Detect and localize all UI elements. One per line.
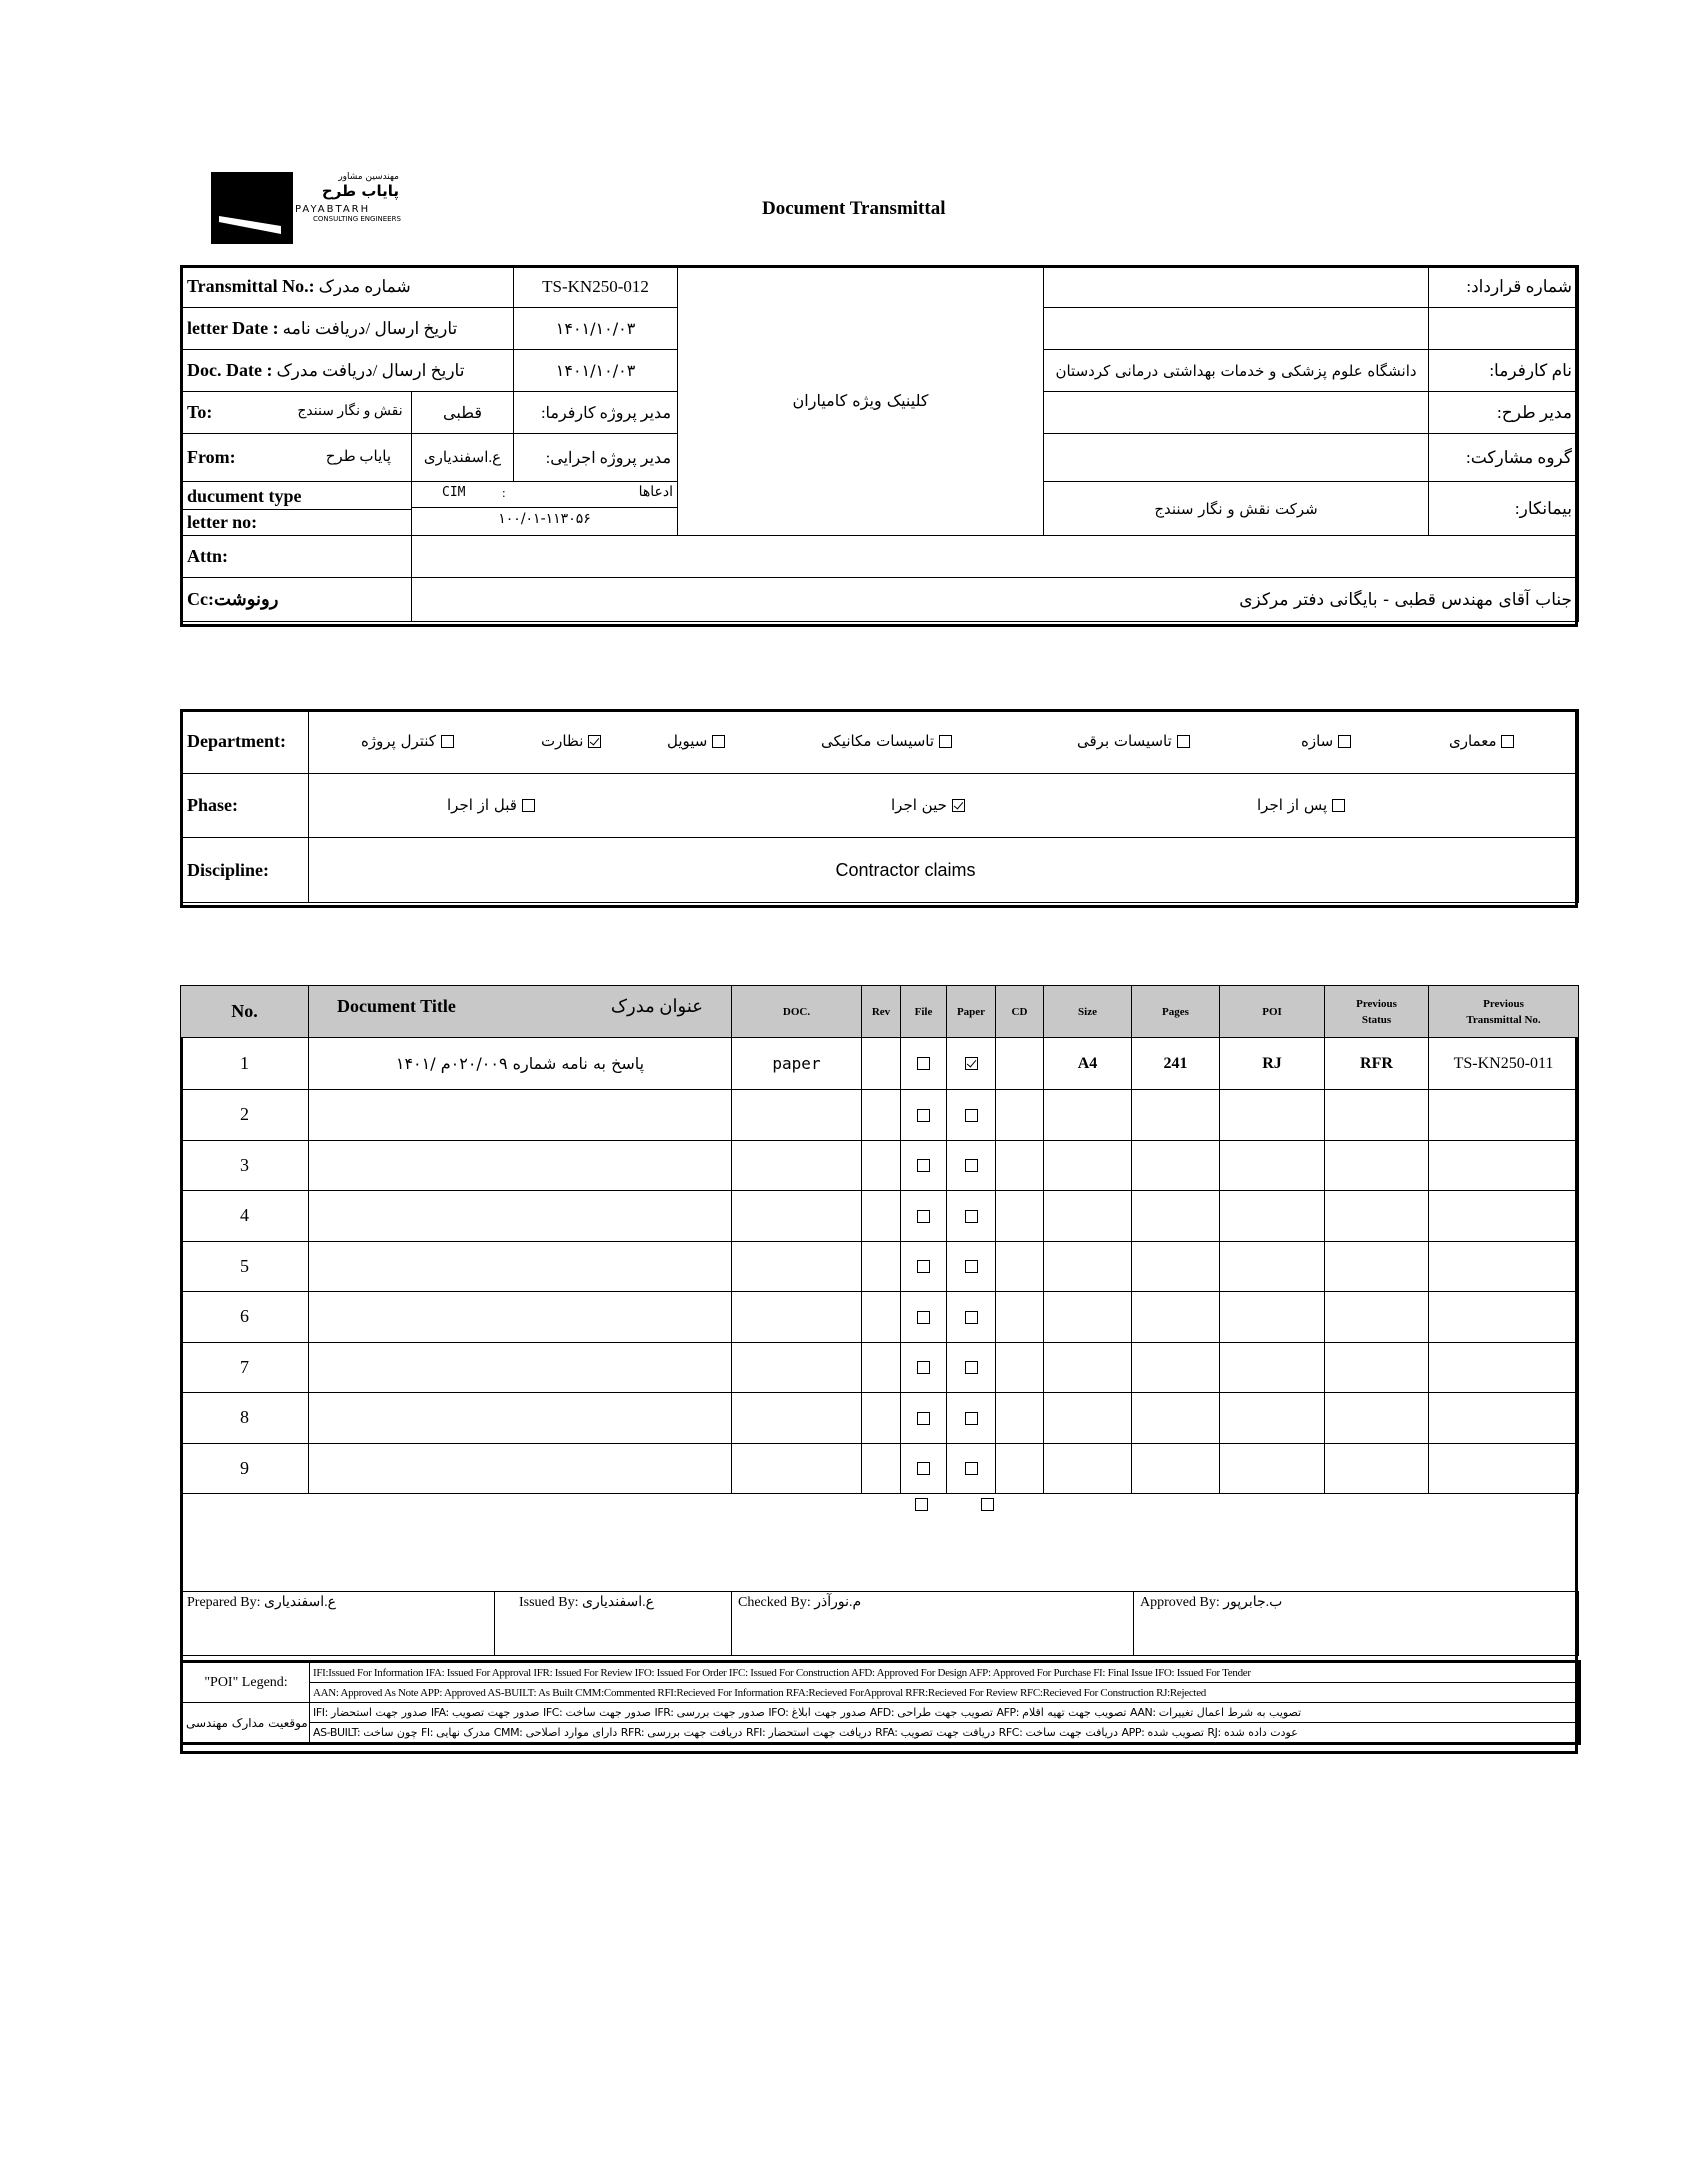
paper-checkbox[interactable] [965,1311,978,1324]
cell-no: 4 [181,1191,309,1242]
cell-cd [996,1038,1044,1090]
to-label: To: [187,402,213,422]
contractor-label: بیمانکار: [1429,482,1579,536]
paper-checkbox[interactable] [965,1260,978,1273]
signature-table [180,1591,1579,1656]
cell-cd [996,1090,1044,1141]
poi-legend-line2: AAN: Approved As Note APP: Approved AS-BUILT: As Built CMM:Commented RFI:Recieved For Information RFA:Recieved ForApproval RFR:Recieved For Review RFC:Recieved For Construction RJ:Rejected [310,1683,1580,1703]
status-legend-label: موقعیت مدارک مهندسی [182,1703,310,1744]
document-row [181,1140,1579,1191]
cell-poi [1220,1241,1325,1292]
approved-by: Approved By: ب.جابرپور [1134,1592,1579,1656]
cell-size [1044,1443,1132,1494]
cell-size [1044,1393,1132,1444]
cell-cd [996,1191,1044,1242]
dept-item-structure[interactable]: سازه [1301,732,1351,750]
cell-title [309,1292,732,1343]
dept-item-architecture[interactable]: معماری [1449,732,1514,750]
col-prev-transmittal: Previous Transmittal No. [1429,986,1579,1038]
cell-prev-status [1325,1241,1429,1292]
dept-checkbox-1[interactable] [588,735,601,748]
cell-doc [732,1241,862,1292]
cell-pages [1132,1191,1220,1242]
paper-checkbox[interactable] [965,1210,978,1223]
cell-pages [1132,1292,1220,1343]
cell-paper[interactable] [947,1241,996,1292]
doc-date: ۱۴۰۱/۱۰/۰۳ [514,350,678,392]
doc-date-label-fa: تاریخ ارسال /دریافت مدرک [276,361,465,380]
cell-cd [996,1292,1044,1343]
cell-rev [862,1393,901,1444]
cell-prev-status [1325,1443,1429,1494]
cell-file[interactable] [901,1342,947,1393]
cell-cd [996,1443,1044,1494]
cell-rev [862,1140,901,1191]
cell-poi [1220,1292,1325,1343]
document-row [181,1292,1579,1343]
cell-file[interactable] [901,1393,947,1444]
file-checkbox[interactable] [917,1361,930,1374]
dept-item-civil[interactable]: سیویل [667,732,725,750]
col-pages: Pages [1132,986,1220,1038]
client-label: نام کارفرما: [1429,350,1579,392]
cell-prev-trans [1429,1342,1579,1393]
prepared-by: Prepared By: ع.اسفندیاری [181,1592,495,1656]
extra-blank-area [180,1493,1578,1591]
cc-value: جناب آقای مهندس قطبی - بایگانی دفتر مرکزی [412,578,1579,622]
cell-rev [862,1292,901,1343]
phase-item-after[interactable]: پس از اجرا [1257,796,1345,814]
documents-header-row [181,986,1579,1038]
cell-title [309,1443,732,1494]
cell-file[interactable] [901,1191,947,1242]
cell-title [309,1393,732,1444]
document-row [181,1191,1579,1242]
cell-title [309,1342,732,1393]
cell-rev [862,1191,901,1242]
dept-item-project-control[interactable]: کنترل پروژه [361,732,454,750]
cell-poi [1220,1140,1325,1191]
phase-label: Phase: [181,774,309,838]
issued-by: Issued By: ع.اسفندیاری [495,1592,732,1656]
cell-prev-status [1325,1393,1429,1444]
dept-checkbox-6[interactable] [1501,735,1514,748]
to-person: قطبی [412,392,514,434]
cell-paper[interactable] [947,1038,996,1090]
cell-rev [862,1090,901,1141]
document-row [181,1443,1579,1494]
checked-by: Checked By: م.نورآذر [732,1592,1134,1656]
cell-rev [862,1038,901,1090]
file-checkbox[interactable] [917,1057,930,1070]
file-checkbox[interactable] [917,1109,930,1122]
logo-en-sub: CONSULTING ENGINEERS [313,215,401,223]
cell-poi [1220,1342,1325,1393]
cell-no: 1 [181,1038,309,1090]
col-file: File [901,986,947,1038]
cell-prev-trans: TS-KN250-011 [1429,1038,1579,1090]
cell-size [1044,1140,1132,1191]
cell-doc [732,1292,862,1343]
file-checkbox[interactable] [917,1462,930,1475]
dept-checkbox-0[interactable] [441,735,454,748]
cell-paper[interactable] [947,1342,996,1393]
doctype-label: ducument type [187,486,302,506]
cell-pages: 241 [1132,1038,1220,1090]
extra-paper-checkbox[interactable] [981,1498,994,1511]
discipline-label: Discipline: [181,838,309,903]
cell-cd [996,1241,1044,1292]
header-table [180,265,1579,622]
cell-paper[interactable] [947,1090,996,1141]
from-role: مدیر پروژه اجرایی: [514,434,678,482]
doctype-code: CIM [442,485,466,500]
logo-en-name: PAYABTARH [295,204,371,215]
from-person: ع.اسفندیاری [412,434,514,482]
document-row [181,1090,1579,1141]
partner-value [1044,434,1429,482]
cell-prev-status [1325,1342,1429,1393]
phase-item-during[interactable]: حین اجرا [891,796,965,814]
cc-label: Cc:رونوشت [181,578,412,622]
cell-file[interactable] [901,1140,947,1191]
cell-prev-status [1325,1090,1429,1141]
col-prev-status: Previous Status [1325,986,1429,1038]
paper-checkbox[interactable] [965,1057,978,1070]
cell-prev-trans [1429,1191,1579,1242]
cell-size [1044,1292,1132,1343]
cell-file[interactable] [901,1241,947,1292]
document-row [181,1038,1579,1090]
cell-paper[interactable] [947,1140,996,1191]
cell-doc: paper [732,1038,862,1090]
cell-doc [732,1393,862,1444]
cell-prev-trans [1429,1241,1579,1292]
logo-fa-top: مهندسین مشاور [338,172,399,182]
col-rev: Rev [862,986,901,1038]
file-checkbox[interactable] [917,1311,930,1324]
cell-no: 3 [181,1140,309,1191]
from-label: From: [187,447,236,467]
transmittal-no: TS-KN250-012 [514,266,678,308]
cell-rev [862,1241,901,1292]
status-legend-line1: IFI: صدور جهت استحضار IFA: صدور جهت تصویب IFC: صدور جهت ساخت IFR: صدور جهت بررسی IFO: صدور جهت ابلاغ AFD: تصویب جهت طراحی AFP: تصویب جهت تهیه اقلام AAN: تصویب به شرط اعمال تغییرات [310,1703,1580,1723]
cell-file[interactable] [901,1443,947,1494]
cell-no: 7 [181,1342,309,1393]
doctype-fa: ادعاها [638,485,674,500]
cell-prev-status [1325,1191,1429,1242]
dept-checkbox-5[interactable] [1338,735,1351,748]
cell-file[interactable] [901,1090,947,1141]
contractor-value: شرکت نقش و نگار سنندج [1044,482,1429,536]
cell-prev-trans [1429,1292,1579,1343]
cell-size: A4 [1044,1038,1132,1090]
letter-no: ۱۰۰/۰۱-۱۱۳۰۵۶ [498,511,591,527]
dept-item-electrical[interactable]: تاسیسات برقی [1077,732,1190,750]
cell-paper[interactable] [947,1292,996,1343]
cell-size [1044,1342,1132,1393]
cell-doc [732,1090,862,1141]
cell-pages [1132,1241,1220,1292]
dept-checkbox-3[interactable] [939,735,952,748]
col-doc: DOC. [732,986,862,1038]
file-checkbox[interactable] [917,1159,930,1172]
manager-label: مدیر طرح: [1429,392,1579,434]
cell-no: 6 [181,1292,309,1343]
contract-label: شماره قرارداد: [1429,266,1579,308]
cell-prev-status: RFR [1325,1038,1429,1090]
documents-table [180,985,1579,1494]
paper-checkbox[interactable] [965,1109,978,1122]
cell-prev-trans [1429,1140,1579,1191]
client-value: دانشگاه علوم پزشکی و خدمات بهداشتی درمانی کردستان [1044,350,1429,392]
extra-file-checkbox[interactable] [915,1498,928,1511]
letter-date-label: letter Date : [187,318,279,338]
cell-poi [1220,1393,1325,1444]
cell-pages [1132,1393,1220,1444]
paper-checkbox[interactable] [965,1361,978,1374]
cell-prev-trans [1429,1090,1579,1141]
transmittal-label-fa: شماره مدرک [318,277,411,296]
partner-label: گروه مشارکت: [1429,434,1579,482]
cell-prev-trans [1429,1393,1579,1444]
cell-pages [1132,1140,1220,1191]
cell-no: 8 [181,1393,309,1444]
cell-rev [862,1443,901,1494]
dept-item-supervision[interactable]: نظارت [541,732,601,750]
cell-prev-status [1325,1292,1429,1343]
cell-paper[interactable] [947,1191,996,1242]
col-paper: Paper [947,986,996,1038]
document-row [181,1342,1579,1393]
cell-paper[interactable] [947,1443,996,1494]
from-value: پایاب طرح [325,449,391,465]
cell-title [309,1090,732,1141]
cell-title: پاسخ به نامه شماره ۰۲۰/۰۰۹م /۱۴۰۱ [309,1038,732,1090]
cell-no: 9 [181,1443,309,1494]
cell-size [1044,1241,1132,1292]
attn-value [412,536,1579,578]
page-title: Document Transmittal [762,198,946,219]
cell-no: 5 [181,1241,309,1292]
cell-prev-status [1325,1140,1429,1191]
dept-checkbox-2[interactable] [712,735,725,748]
logo-mark-icon [211,172,293,244]
cell-rev [862,1342,901,1393]
cell-cd [996,1393,1044,1444]
cell-doc [732,1140,862,1191]
cell-poi [1220,1090,1325,1141]
cell-no: 2 [181,1090,309,1141]
poi-legend-line1: IFI:Issued For Information IFA: Issued For Approval IFR: Issued For Review IFO: Issued For Order IFC: Issued For Construction AFD: Approved For Design AFP: Approved For Purchase FI: Final Issue IFO: Issued For Tender [310,1662,1580,1683]
cell-title [309,1241,732,1292]
col-poi: POI [1220,986,1325,1038]
document-row [181,1241,1579,1292]
logo-fa-name: پایاب طرح [321,182,399,200]
status-legend-line2: AS-BUILT: چون ساخت FI: مدرک نهایی CMM: دارای موارد اصلاحی RFR: دریافت جهت بررسی RFI: دریافت جهت استحضار RFA: دریافت جهت تصویب RFC: دریافت جهت ساخت APP: تصویب شده RJ: عودت داده شده [310,1723,1580,1744]
col-title-en: Document Title [337,996,456,1016]
cell-file[interactable] [901,1292,947,1343]
transmittal-label: Transmittal No.: [187,276,315,296]
discipline-value: Contractor claims [309,838,1579,903]
letter-date-label-fa: تاریخ ارسال /دریافت نامه [282,319,458,338]
department-label: Department: [181,710,309,774]
cell-prev-trans [1429,1443,1579,1494]
project-name: کلینیک ویژه کامیاران [678,266,1044,536]
attn-label: Attn: [181,536,412,578]
col-cd: CD [996,986,1044,1038]
paper-checkbox[interactable] [965,1412,978,1425]
letterno-label: letter no: [181,509,411,535]
cell-file[interactable] [901,1038,947,1090]
cell-paper[interactable] [947,1393,996,1444]
letter-date: ۱۴۰۱/۱۰/۰۳ [514,308,678,350]
cell-pages [1132,1443,1220,1494]
dept-item-mechanical[interactable]: تاسیسات مکانیکی [821,732,952,750]
doctype-sep: : [502,485,506,500]
doc-date-label: Doc. Date : [187,360,273,380]
phase-checkbox-1[interactable] [952,799,965,812]
cell-poi [1220,1443,1325,1494]
phase-checkbox-2[interactable] [1332,799,1345,812]
legend-table [180,1660,1581,1745]
cell-title [309,1140,732,1191]
document-row [181,1393,1579,1444]
col-title-fa: عنوان مدرک [610,996,703,1016]
col-size: Size [1044,986,1132,1038]
to-role: مدیر پروژه کارفرما: [514,392,678,434]
paper-checkbox[interactable] [965,1462,978,1475]
file-checkbox[interactable] [917,1412,930,1425]
phase-item-before[interactable]: قبل از اجرا [447,796,535,814]
cell-pages [1132,1090,1220,1141]
file-checkbox[interactable] [917,1210,930,1223]
classification-table [180,709,1579,903]
paper-checkbox[interactable] [965,1159,978,1172]
cell-poi: RJ [1220,1038,1325,1090]
manager-value [1044,392,1429,434]
cell-cd [996,1140,1044,1191]
cell-doc [732,1342,862,1393]
cell-size [1044,1191,1132,1242]
poi-legend-label: "POI" Legend: [182,1662,310,1703]
file-checkbox[interactable] [917,1260,930,1273]
col-no: No. [181,986,309,1038]
cell-pages [1132,1342,1220,1393]
dept-checkbox-4[interactable] [1177,735,1190,748]
cell-title [309,1191,732,1242]
to-value: نقش و نگار سنندج [297,404,403,419]
contract-value [1044,266,1429,308]
cell-doc [732,1191,862,1242]
cell-poi [1220,1191,1325,1242]
company-logo [211,172,411,244]
phase-checkbox-0[interactable] [522,799,535,812]
cell-cd [996,1342,1044,1393]
cell-doc [732,1443,862,1494]
cell-size [1044,1090,1132,1141]
